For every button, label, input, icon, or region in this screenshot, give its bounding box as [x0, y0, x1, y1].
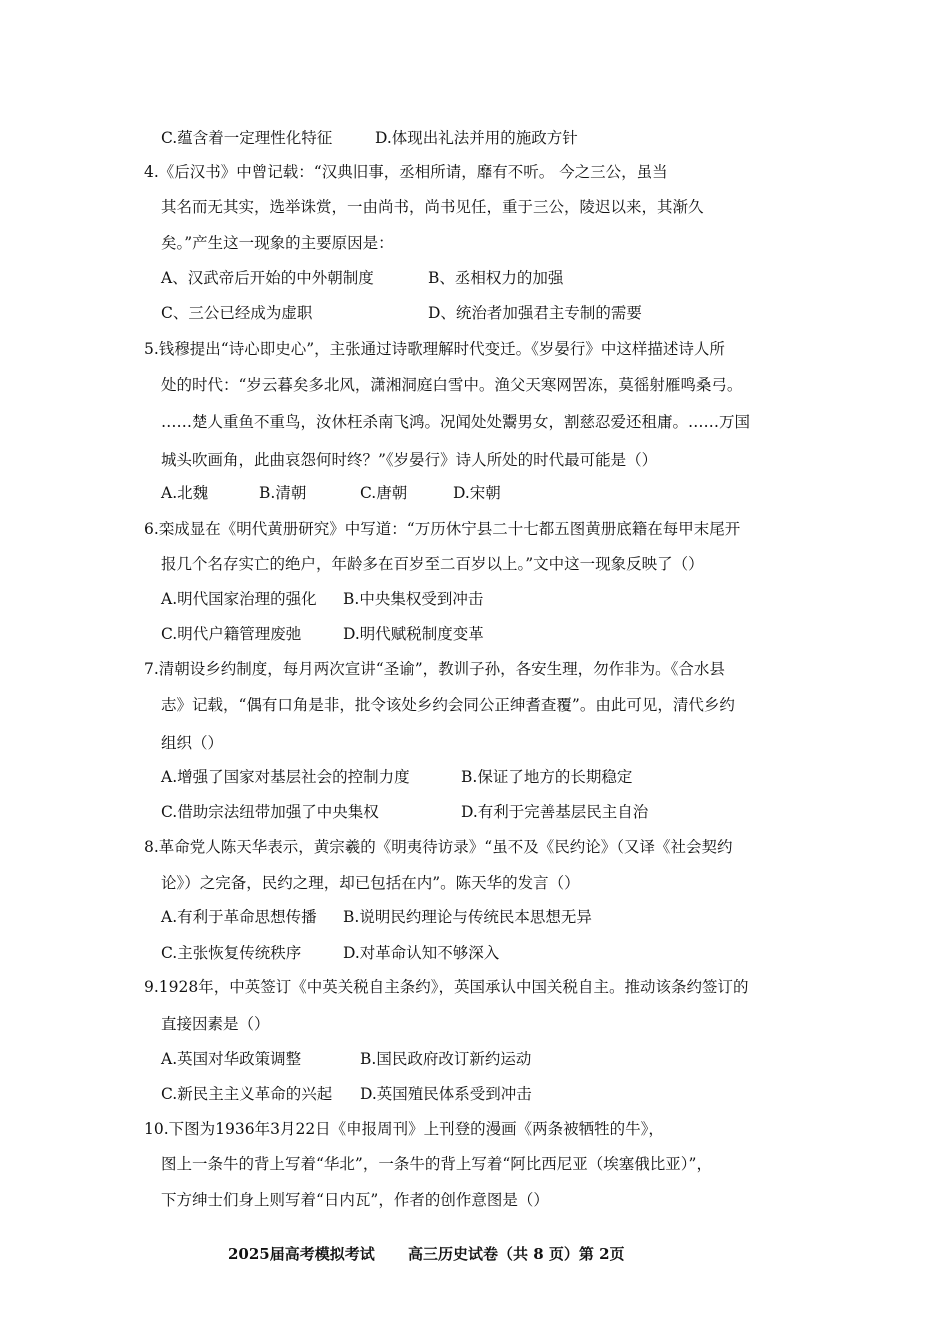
question-6-stem: 6.栾成显在《明代黄册研究》中写道：“万历休宁县二十七都五图黄册底籍在每甲末尾开	[144, 520, 741, 538]
option-9b: B.国民政府改订新约运动	[360, 1050, 532, 1068]
option-4a: A、汉武帝后开始的中外朝制度	[161, 269, 374, 287]
option-3d: D.体现出礼法并用的施政方针	[375, 129, 578, 147]
option-4d: D、统治者加强君主专制的需要	[428, 304, 642, 322]
footer-exam-title: 2025届高考模拟考试	[228, 1245, 375, 1263]
question-5-stem: ……楚人重鱼不重鸟，汝休枉杀南飞鸿。况闻处处鬻男女，割慈忍爱还租庸。……万国	[161, 413, 751, 431]
option-7d: D.有利于完善基层民主自治	[461, 803, 649, 821]
question-8-stem: 8.革命党人陈天华表示，黄宗羲的《明夷待访录》“虽不及《民约论》（又译《社会契约	[144, 838, 733, 856]
option-4b: B、丞相权力的加强	[428, 269, 564, 287]
option-8b: B.说明民约理论与传统民本思想无异	[343, 908, 592, 926]
option-8d: D.对革命认知不够深入	[343, 944, 500, 962]
question-8-stem: 论》）之完备，民约之理，却已包括在内”。陈天华的发言（）	[161, 874, 580, 892]
option-5d: D.宋朝	[453, 484, 501, 502]
option-7a: A.增强了国家对基层社会的控制力度	[161, 768, 410, 786]
option-5b: B.清朝	[259, 484, 307, 502]
option-5c: C.唐朝	[360, 484, 408, 502]
option-7b: B.保证了地方的长期稳定	[461, 768, 633, 786]
question-10-stem: 图上一条牛的背上写着“华北”，一条牛的背上写着“阿比西尼亚（埃塞俄比亚）”，	[161, 1155, 712, 1173]
option-9d: D.英国殖民体系受到冲击	[360, 1085, 532, 1103]
question-7-stem: 组织（）	[161, 734, 224, 752]
question-6-stem: 报几个名存实亡的绝户，年龄多在百岁至二百岁以上。”文中这一现象反映了（）	[161, 555, 704, 573]
question-4-stem: 4.《后汉书》中曾记载：“汉典旧事，丞相所请，靡有不听。 今之三公，虽当	[144, 163, 668, 181]
option-8c: C.主张恢复传统秩序	[161, 944, 302, 962]
footer-page-info: 高三历史试卷（共 8 页）第 2页	[408, 1245, 625, 1263]
question-5-stem: 处的时代：“岁云暮矣多北风，潇湘洞庭白雪中。渔父天寒网罟冻，莫徭射雁鸣桑弓。	[161, 376, 743, 394]
question-7-stem: 7.清朝设乡约制度，每月两次宣讲“圣谕”，教训子孙，各安生理，勿作非为。《合水县	[144, 660, 725, 678]
option-3c: C.蕴含着一定理性化特征	[161, 129, 333, 147]
question-5-stem: 城头吹画角，此曲哀怨何时终？”《岁晏行》诗人所处的时代最可能是（）	[161, 451, 658, 469]
question-5-stem: 5.钱穆提出“诗心即史心”，主张通过诗歌理解时代变迁。《岁晏行》中这样描述诗人所	[144, 340, 725, 358]
option-9a: A.英国对华政策调整	[161, 1050, 302, 1068]
option-6c: C.明代户籍管理废弛	[161, 625, 302, 643]
question-9-stem: 直接因素是（）	[161, 1015, 270, 1033]
option-5a: A.北魏	[161, 484, 209, 502]
question-7-stem: 志》记载，“偶有口角是非，批令该处乡约会同公正绅耆查覆”。由此可见，清代乡约	[161, 696, 735, 714]
question-9-stem: 9.1928年，中英签订《中英关税自主条约》，英国承认中国关税自主。推动该条约签订的	[144, 978, 749, 996]
option-8a: A.有利于革命思想传播	[161, 908, 317, 926]
option-7c: C.借助宗法纽带加强了中央集权	[161, 803, 379, 821]
question-10-stem: 10.下图为1936年3月22日《申报周刊》上刊登的漫画《两条被牺牲的牛》，	[144, 1120, 664, 1138]
option-6d: D.明代赋税制度变革	[343, 625, 484, 643]
question-4-stem: 矣。”产生这一现象的主要原因是：	[161, 234, 394, 252]
question-4-stem: 其名而无其实，选举诛赏，一由尚书，尚书见任，重于三公，陵迟以来，其渐久	[161, 198, 704, 216]
option-9c: C.新民主主义革命的兴起	[161, 1085, 333, 1103]
option-4c: C、三公已经成为虚职	[161, 304, 313, 322]
option-6b: B.中央集权受到冲击	[343, 590, 484, 608]
question-10-stem: 下方绅士们身上则写着“日内瓦”，作者的创作意图是（）	[161, 1191, 549, 1209]
option-6a: A.明代国家治理的强化	[161, 590, 317, 608]
